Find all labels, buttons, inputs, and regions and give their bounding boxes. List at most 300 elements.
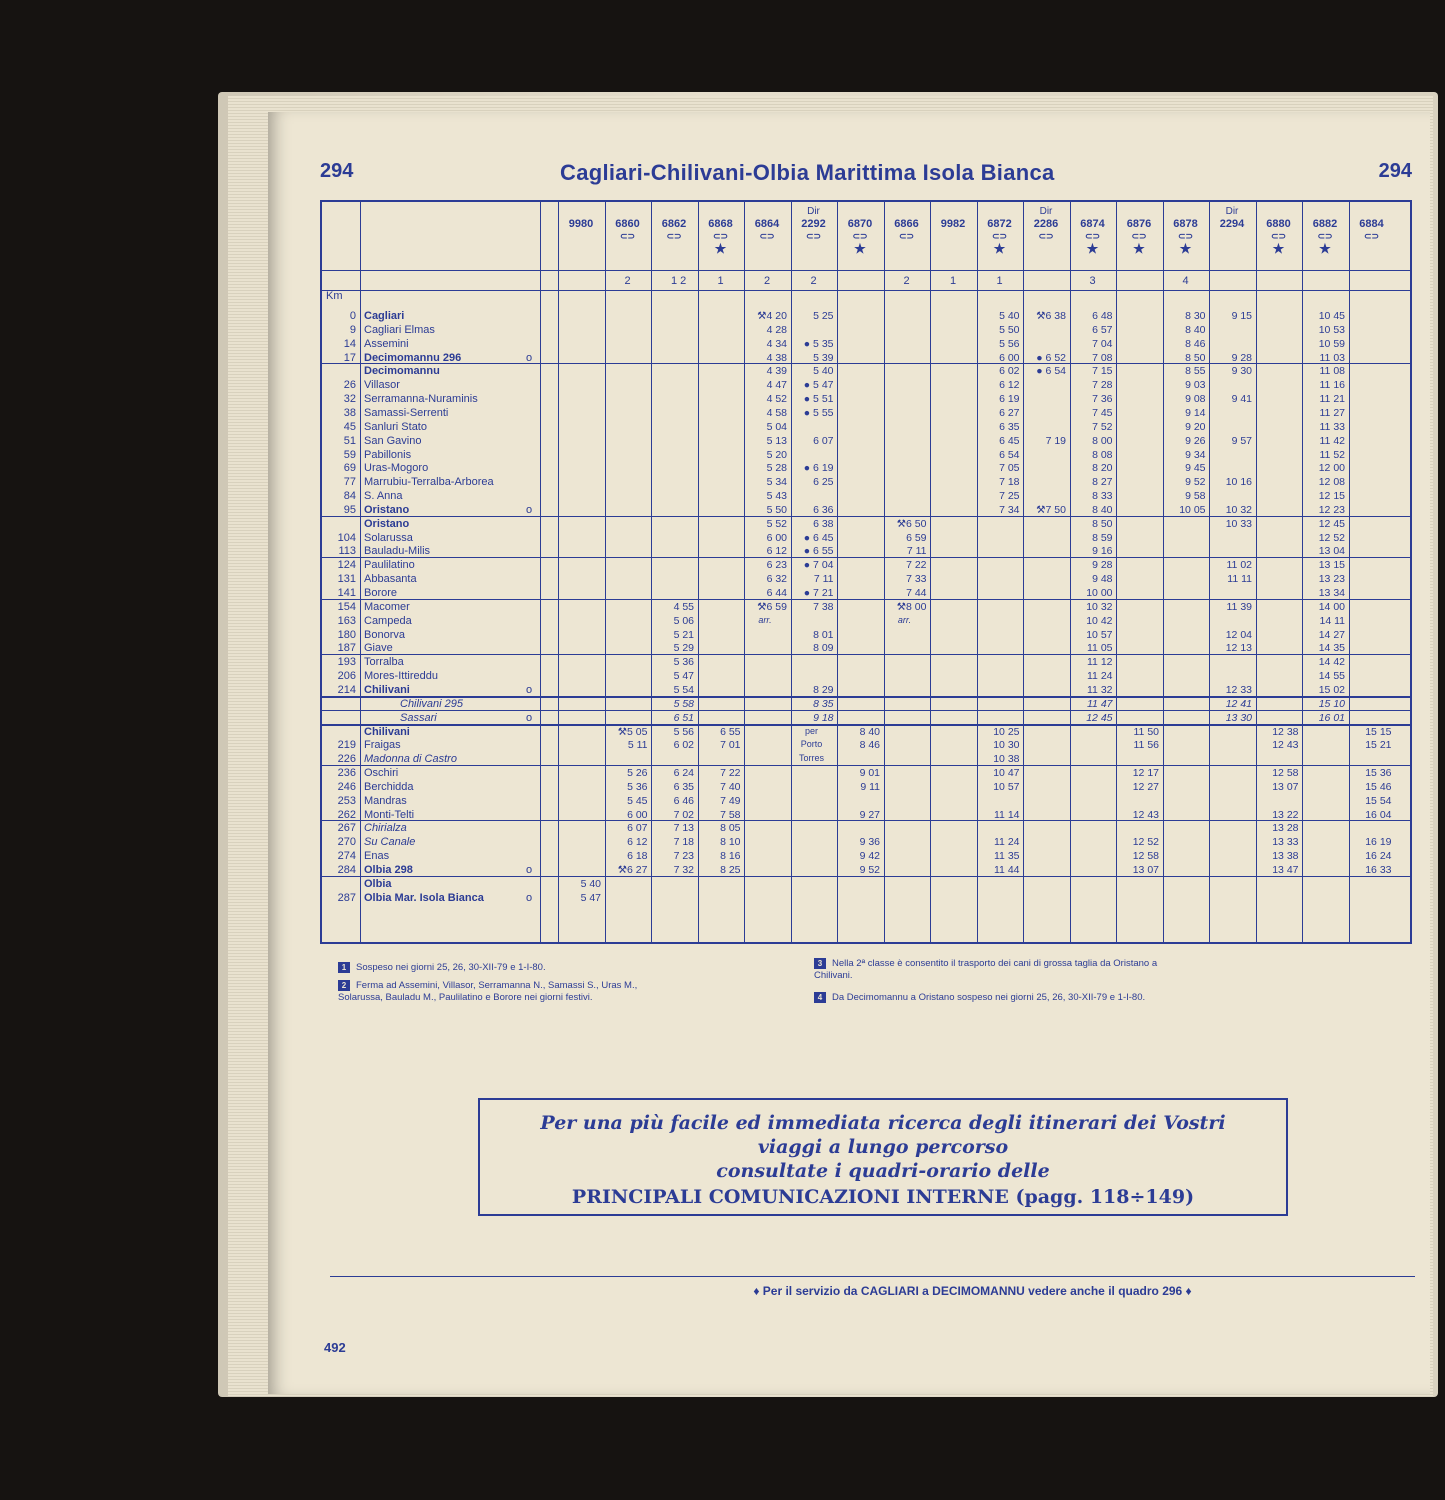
train-number: 6878 [1173, 218, 1198, 230]
time-cell: 12 04 [1225, 628, 1252, 641]
time-cell: 9 52 [1185, 476, 1206, 489]
time-cell: ⚒6 59 [757, 600, 787, 613]
time-cell: 7 04 [1092, 337, 1113, 350]
train-header [931, 206, 975, 256]
train-car-icon: ⊂⊃ [1363, 231, 1380, 241]
time-cell: 12 13 [1225, 642, 1252, 655]
time-cell: 12 41 [1225, 697, 1252, 710]
time-cell: ● 6 52 [1036, 351, 1066, 364]
time-cell: 8 27 [1092, 476, 1113, 489]
time-cell: 9 18 [813, 711, 834, 724]
page-header [320, 160, 1412, 190]
time-cell: 12 43 [1272, 739, 1299, 752]
train-header [885, 206, 929, 256]
time-cell: 15 10 [1318, 697, 1345, 710]
time-cell: 5 04 [766, 420, 787, 433]
time-cell: 6 48 [1092, 310, 1113, 322]
time-cell: 4 38 [766, 351, 787, 364]
station-name: Oschiri [364, 767, 399, 780]
train-dir-label [1117, 206, 1161, 218]
time-cell: 5 40 [999, 310, 1020, 322]
time-cell: 7 33 [906, 573, 927, 586]
time-cell: 10 45 [1318, 310, 1345, 322]
time-cell: 11 11 [1227, 573, 1252, 586]
time-cell: 12 43 [1132, 808, 1159, 821]
train-header [1303, 206, 1347, 256]
footnote-number: 1 [338, 962, 350, 973]
column-divider [558, 202, 559, 942]
km-value: 246 [337, 780, 356, 793]
time-cell: 8 50 [1092, 517, 1113, 530]
time-cell: 11 16 [1319, 379, 1345, 392]
time-cell: 5 21 [673, 628, 694, 641]
train-number: 2286 [1033, 218, 1059, 230]
time-cell: 12 23 [1318, 503, 1345, 516]
section-rule [322, 765, 1410, 766]
time-cell: 7 44 [906, 587, 927, 599]
time-cell: 10 16 [1225, 476, 1252, 489]
time-cell: 4 47 [766, 379, 787, 392]
train-dir-label [559, 206, 603, 218]
time-cell: 11 02 [1226, 559, 1252, 572]
star-icon [745, 242, 789, 256]
station-name: Mandras [364, 794, 407, 807]
time-cell: 5 25 [813, 310, 834, 322]
train-dir-label [699, 206, 743, 218]
time-cell: 7 34 [999, 503, 1020, 516]
station-name: Solarussa [364, 531, 413, 544]
time-cell: 5 26 [627, 767, 648, 780]
time-cell: 5 06 [673, 614, 694, 627]
time-cell: 13 34 [1318, 587, 1345, 599]
train-car-icon: ⊂⊃ [991, 231, 1008, 241]
terminal-marker: o [526, 683, 533, 696]
train-number: 2292 [801, 218, 826, 230]
time-cell: 6 12 [627, 836, 648, 849]
time-cell: 11 03 [1319, 351, 1345, 364]
train-car-icon: ⊂⊃ [759, 231, 775, 241]
station-name: Paulilatino [364, 559, 415, 572]
station-name: Enas [364, 850, 390, 863]
time-cell: 13 38 [1272, 850, 1299, 863]
km-value: 163 [337, 614, 356, 627]
time-cell: 7 45 [1092, 406, 1113, 419]
time-cell: 12 58 [1272, 767, 1299, 780]
train-number: 6870 [847, 218, 873, 230]
train-header [1117, 206, 1161, 256]
time-cell: 8 16 [720, 850, 741, 863]
time-cell: ● 6 45 [803, 531, 834, 544]
time-cell: 4 39 [766, 365, 787, 378]
km-value: 59 [343, 448, 356, 461]
train-number: 9980 [568, 218, 594, 230]
footer-rule [330, 1276, 1415, 1277]
station-name: Chirialza [364, 822, 407, 835]
train-car-icon [559, 230, 603, 242]
station-name: San Gavino [364, 434, 422, 447]
time-cell: 9 01 [859, 767, 880, 780]
train-class-note: 2 [903, 275, 910, 287]
time-cell: 7 11 [813, 573, 834, 586]
table-number-right: 294 [1378, 160, 1412, 182]
time-cell: 11 50 [1133, 725, 1159, 738]
time-cell: 7 08 [1092, 351, 1113, 364]
time-cell: 15 46 [1365, 780, 1392, 793]
time-cell: 4 55 [673, 600, 694, 613]
time-cell: 6 19 [999, 393, 1020, 406]
time-cell: 7 25 [999, 490, 1020, 503]
km-value: 14 [343, 337, 356, 350]
train-dir-label [1350, 206, 1394, 218]
km-divider [360, 202, 361, 942]
column-divider [837, 202, 838, 942]
train-class-note: 2 [764, 275, 771, 287]
km-value: 206 [337, 670, 356, 683]
star-icon: ★ [1133, 241, 1145, 256]
time-cell: 13 47 [1272, 864, 1299, 876]
time-cell: 6 00 [999, 351, 1020, 364]
time-cell: 6 25 [813, 476, 834, 489]
time-cell: 10 00 [1086, 587, 1113, 599]
time-cell: 9 27 [859, 808, 880, 821]
train-number: 6862 [661, 218, 687, 230]
train-car-icon: ⊂⊃ [1084, 231, 1101, 241]
time-cell: 7 28 [1092, 379, 1113, 392]
time-cell: 11 52 [1319, 448, 1345, 461]
train-number: 6882 [1312, 218, 1338, 230]
star-icon [792, 242, 836, 256]
time-cell: 6 02 [673, 739, 694, 752]
time-cell: 10 33 [1225, 517, 1252, 530]
km-value: 270 [337, 836, 356, 849]
terminal-marker: o [526, 864, 533, 876]
train-header [792, 206, 836, 256]
footnote-text: Da Decimomannu a Oristano sospeso nei giorni 25, 26, 30-XII-79 e 1-I-80. [832, 992, 1146, 1003]
train-header [1257, 206, 1301, 256]
time-cell: 6 45 [999, 434, 1020, 447]
time-cell: ● 7 21 [803, 587, 834, 599]
timetable-grid [320, 200, 1412, 944]
time-cell: ● 5 35 [803, 337, 834, 350]
time-cell: 15 21 [1365, 739, 1392, 752]
station-name: Cagliari [364, 310, 405, 322]
station-name: Fraigas [364, 739, 401, 752]
time-cell: Porto [800, 739, 823, 750]
time-cell: 9 58 [1185, 490, 1206, 503]
time-cell: 14 27 [1318, 628, 1345, 641]
time-cell: 13 28 [1272, 822, 1299, 835]
time-cell: 16 19 [1365, 836, 1392, 849]
train-car-icon: ⊂⊃ [1131, 231, 1147, 241]
time-cell: 14 00 [1318, 600, 1345, 613]
station-name: Berchidda [364, 780, 414, 793]
time-cell: 6 00 [766, 531, 787, 544]
km-value: 77 [343, 476, 356, 489]
time-cell: 11 21 [1319, 393, 1345, 406]
time-cell: 12 52 [1132, 836, 1159, 849]
time-cell: 11 42 [1319, 434, 1345, 447]
time-cell: 7 11 [906, 545, 927, 558]
station-name: Villasor [364, 379, 400, 392]
star-icon: ★ [854, 241, 866, 256]
time-cell: 6 55 [720, 725, 741, 738]
time-cell: 13 23 [1318, 573, 1345, 586]
time-cell: 10 42 [1086, 614, 1113, 627]
time-cell: ⚒7 50 [1036, 503, 1066, 516]
time-cell: 16 04 [1365, 808, 1392, 821]
time-cell: 5 20 [766, 448, 787, 461]
time-cell: 9 41 [1231, 393, 1252, 406]
time-cell: 6 51 [673, 711, 694, 724]
train-header [1024, 206, 1068, 256]
time-cell: ⚒6 27 [617, 864, 648, 876]
station-name: Torralba [364, 656, 404, 669]
time-cell: 5 39 [813, 351, 834, 364]
star-icon: ★ [993, 241, 1006, 256]
time-cell: 8 25 [720, 864, 741, 876]
time-cell: 13 07 [1132, 864, 1159, 876]
star-icon: ★ [1179, 241, 1192, 256]
time-cell: 8 40 [1185, 323, 1206, 336]
time-cell: 7 40 [720, 780, 741, 793]
time-cell: 5 47 [673, 670, 694, 683]
time-cell: 9 52 [859, 864, 880, 876]
footer-note [0, 1284, 1445, 1298]
time-cell: 6 32 [766, 573, 787, 586]
train-dir-label [1303, 206, 1347, 218]
time-cell: 15 02 [1318, 683, 1345, 696]
train-class-note: 4 [1182, 275, 1189, 287]
station-name: Decimomannu 296 [364, 351, 462, 364]
time-cell: 8 33 [1092, 490, 1113, 503]
time-cell: 5 36 [627, 780, 648, 793]
train-dir-label [1071, 206, 1115, 218]
time-cell: 16 24 [1365, 850, 1392, 863]
time-cell: 10 32 [1086, 600, 1113, 613]
time-cell: 6 07 [627, 822, 648, 835]
time-cell: arr. [758, 614, 772, 625]
footnote [814, 958, 1174, 982]
time-cell: 13 30 [1225, 711, 1252, 724]
time-cell: 10 30 [993, 739, 1020, 752]
time-cell: 6 24 [673, 767, 694, 780]
train-number: 6864 [754, 218, 780, 230]
station-name: Assemini [364, 337, 409, 350]
star-icon: ★ [1319, 241, 1331, 256]
time-cell: 6 27 [999, 406, 1020, 419]
time-cell: 6 36 [813, 503, 834, 516]
km-value: 219 [337, 739, 356, 752]
column-divider [930, 202, 931, 942]
train-header [606, 206, 650, 256]
time-cell: 6 38 [813, 517, 834, 530]
km-value: 38 [343, 406, 356, 419]
time-cell: 8 30 [1185, 310, 1206, 322]
time-cell: 10 59 [1318, 337, 1345, 350]
time-cell: 8 05 [720, 822, 741, 835]
time-cell: 6 23 [766, 559, 787, 572]
time-cell: 4 34 [766, 337, 787, 350]
time-cell: 7 15 [1092, 365, 1113, 378]
time-cell: 8 10 [720, 836, 741, 849]
train-header [699, 206, 743, 256]
time-cell: 5 34 [766, 476, 787, 489]
km-value: 226 [337, 753, 356, 766]
km-value: 69 [343, 462, 356, 475]
time-cell: 12 27 [1132, 780, 1159, 793]
km-value: 141 [337, 587, 356, 599]
km-value: 214 [337, 683, 356, 696]
station-name: Sanluri Stato [364, 420, 427, 433]
station-name: Abbasanta [364, 573, 417, 586]
time-cell: 5 56 [673, 725, 694, 738]
terminal-marker: o [526, 711, 533, 724]
time-cell: 14 42 [1318, 656, 1345, 669]
time-cell: ● 5 55 [803, 406, 834, 419]
time-cell: 8 46 [859, 739, 880, 752]
time-cell: per [804, 725, 818, 736]
header-rule [322, 270, 1410, 271]
km-value: 267 [337, 822, 356, 835]
train-header [1210, 206, 1254, 256]
time-cell: 7 23 [673, 850, 694, 863]
time-cell: 6 54 [999, 448, 1020, 461]
train-car-icon: ⊂⊃ [898, 231, 915, 241]
time-cell: 6 12 [766, 545, 787, 558]
train-number: 9982 [940, 218, 966, 230]
train-dir-label [838, 206, 882, 218]
advert-line-4: PRINCIPALI COMUNICAZIONI INTERNE (pagg. 118÷149) [571, 1186, 1195, 1208]
time-cell: 5 56 [999, 337, 1020, 350]
time-cell: 7 22 [720, 767, 741, 780]
terminal-marker: o [526, 351, 533, 364]
train-dir-label [978, 206, 1022, 218]
time-cell: 10 57 [1086, 628, 1113, 641]
train-class-note: 1 2 [671, 275, 687, 287]
advert-box [478, 1098, 1288, 1216]
time-cell: ⚒6 38 [1036, 310, 1066, 322]
time-cell: 12 45 [1086, 711, 1113, 724]
time-cell: 11 44 [994, 864, 1020, 876]
star-icon [885, 242, 929, 256]
km-value: 104 [337, 531, 356, 544]
page-number: 492 [324, 1340, 346, 1355]
train-header [745, 206, 789, 256]
station-name: Bonorva [364, 628, 405, 641]
time-cell: 4 28 [766, 323, 787, 336]
station-name: Oristano [364, 517, 410, 530]
train-header [978, 206, 1022, 256]
train-car-icon: ⊂⊃ [1177, 231, 1194, 241]
time-cell: 16 33 [1365, 864, 1392, 876]
time-cell: 9 28 [1092, 559, 1113, 572]
time-cell: 9 48 [1092, 573, 1113, 586]
time-cell: 7 18 [999, 476, 1020, 489]
km-value: 180 [337, 628, 356, 641]
time-cell: 8 55 [1185, 365, 1206, 378]
station-name: Sassari [400, 711, 437, 724]
star-icon: ★ [714, 241, 727, 256]
time-cell: 8 29 [813, 683, 834, 696]
time-cell: ● 6 54 [1036, 365, 1066, 378]
section-rule [322, 599, 1410, 600]
time-cell: 12 58 [1132, 850, 1159, 863]
time-cell: 7 13 [673, 822, 694, 835]
km-value: 284 [337, 864, 356, 876]
km-value: 187 [337, 642, 356, 655]
advert-line-1: Per una più facile ed immediata ricerca degli itinerari dei Vostri [540, 1112, 1226, 1134]
time-cell: 13 22 [1272, 808, 1299, 821]
time-cell: ⚒6 50 [896, 517, 927, 530]
time-cell: 11 05 [1087, 642, 1113, 655]
header-rule [322, 290, 1410, 291]
time-cell: 9 03 [1185, 379, 1206, 392]
time-cell: 6 46 [673, 794, 694, 807]
time-cell: 11 33 [1319, 420, 1345, 433]
time-cell: 15 15 [1365, 725, 1392, 738]
time-cell: 7 52 [1092, 420, 1113, 433]
station-name: Olbia [364, 877, 392, 890]
train-header [1164, 206, 1208, 256]
time-cell: 14 55 [1318, 670, 1345, 683]
time-cell: 13 33 [1272, 836, 1299, 849]
station-name: Serramanna-Nuraminis [364, 393, 478, 406]
time-cell: 8 50 [1185, 351, 1206, 364]
train-header [1071, 206, 1115, 256]
column-divider [884, 202, 885, 942]
table-number-left: 294 [320, 160, 354, 182]
time-cell: 15 54 [1365, 794, 1392, 807]
station-name: Su Canale [364, 836, 416, 849]
time-cell: 8 40 [1092, 503, 1113, 516]
time-cell: 9 20 [1185, 420, 1206, 433]
train-header [1350, 206, 1394, 256]
station-name: Cagliari Elmas [364, 323, 435, 336]
star-icon [559, 242, 603, 256]
time-cell: 9 15 [1231, 310, 1252, 322]
station-name: Campeda [364, 614, 412, 627]
station-name: Chilivani [364, 725, 410, 738]
station-name: S. Anna [364, 490, 403, 503]
time-cell: 4 58 [766, 406, 787, 419]
time-cell: 6 18 [627, 850, 648, 863]
train-car-icon: ⊂⊃ [712, 231, 729, 241]
station-name: Samassi-Serrenti [364, 406, 449, 419]
time-cell: 9 34 [1185, 448, 1206, 461]
station-divider [540, 202, 541, 942]
footer-note-text: ♦ Per il servizio da CAGLIARI a DECIMOMANNU vedere anche il quadro 296 ♦ [753, 1284, 1192, 1298]
km-value: 262 [337, 808, 356, 821]
station-name: Chilivani 295 [400, 697, 463, 710]
star-icon [606, 242, 650, 256]
train-dir-label [606, 206, 650, 218]
time-cell: 8 20 [1092, 462, 1113, 475]
star-icon [1210, 242, 1254, 256]
train-dir-label [885, 206, 929, 218]
station-name: Giave [364, 642, 393, 655]
time-cell: 5 58 [673, 697, 694, 710]
time-cell: 7 36 [1092, 393, 1113, 406]
time-cell: 6 02 [999, 365, 1020, 378]
time-cell: 5 50 [999, 323, 1020, 336]
time-cell: 6 00 [627, 808, 648, 821]
train-number: 2294 [1219, 218, 1245, 230]
km-value: 131 [337, 573, 356, 586]
time-cell: 5 28 [766, 462, 787, 475]
time-cell: arr. [897, 614, 912, 625]
time-cell: 10 38 [993, 753, 1020, 766]
star-icon [1024, 242, 1068, 256]
